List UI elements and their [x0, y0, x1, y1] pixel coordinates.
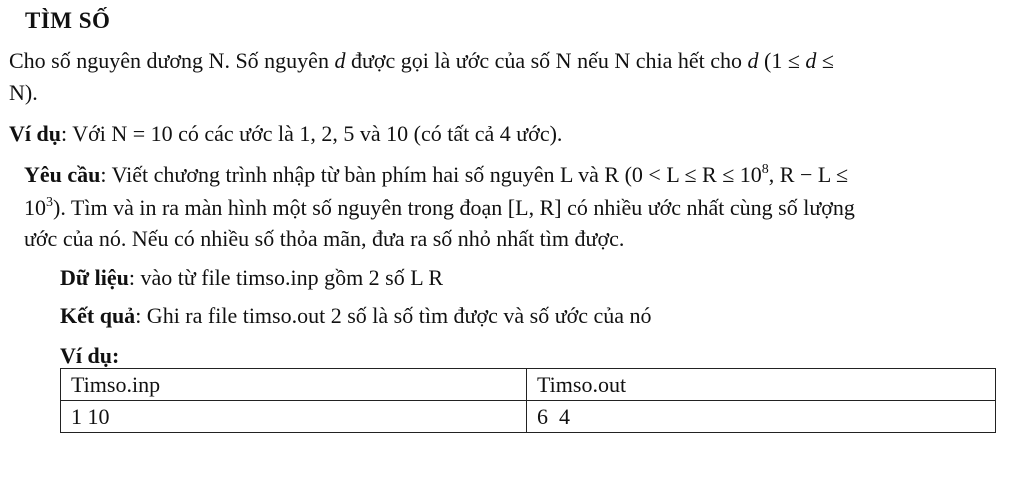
table-cell: 1 10: [61, 401, 527, 433]
table-cell: 6 4: [527, 401, 996, 433]
output-spec-label: Kết quả: [60, 303, 136, 328]
requirement-line-3: ước của nó. Nếu có nhiều số thỏa mãn, đưa ra số nhỏ nhất tìm được.: [24, 226, 625, 251]
output-spec: [60, 301, 652, 331]
input-spec-text: : vào từ file timso.inp gồm 2 số L R: [128, 265, 444, 290]
requirement-line-2: [24, 193, 855, 223]
exponent: 3: [46, 195, 53, 210]
problem-title: TÌM SỐ: [25, 8, 111, 33]
requirement-text: : Viết chương trình nhập từ bàn phím hai số nguyên L và R (0 < L ≤ R ≤ 10: [100, 162, 762, 187]
table-header-cell: Timso.out: [527, 369, 996, 401]
intro-text: ≤: [816, 48, 834, 73]
table-header-cell: Timso.inp: [61, 369, 527, 401]
table-row: [61, 401, 996, 433]
output-spec-text: : Ghi ra file timso.out 2 số là số tìm được và số ước của nó: [135, 303, 652, 328]
requirement-text: , R − L ≤: [768, 162, 849, 187]
input-spec: [60, 263, 443, 293]
table-header-row: [61, 369, 996, 401]
example-label: Ví dụ: [9, 121, 61, 146]
intro-line-1: [9, 46, 834, 76]
requirement-text: 10: [24, 195, 46, 220]
variable-d: d: [805, 48, 817, 73]
io-example-table: [60, 368, 996, 433]
requirement-label: Yêu cầu: [24, 162, 101, 187]
variable-d: d: [747, 48, 759, 73]
example-text: : Với N = 10 có các ước là 1, 2, 5 và 10 (có tất cả 4 ước).: [60, 121, 563, 146]
intro-text: được gọi là ước của số N nếu N chia hết cho: [345, 48, 748, 73]
example-intro: [9, 119, 562, 149]
intro-line-2: N).: [9, 80, 38, 105]
exponent: 8: [761, 162, 769, 177]
requirement-line-1: [24, 160, 848, 190]
intro-text: Cho số nguyên dương N. Số nguyên: [9, 48, 335, 73]
input-spec-label: Dữ liệu: [60, 265, 129, 290]
variable-d: d: [334, 48, 346, 73]
example-table-label: Ví dụ:: [60, 343, 120, 368]
intro-text: (1 ≤: [758, 48, 806, 73]
requirement-text: ). Tìm và in ra màn hình một số nguyên trong đoạn [L, R] có nhiều ước nhất cùng số lượng: [53, 195, 855, 220]
